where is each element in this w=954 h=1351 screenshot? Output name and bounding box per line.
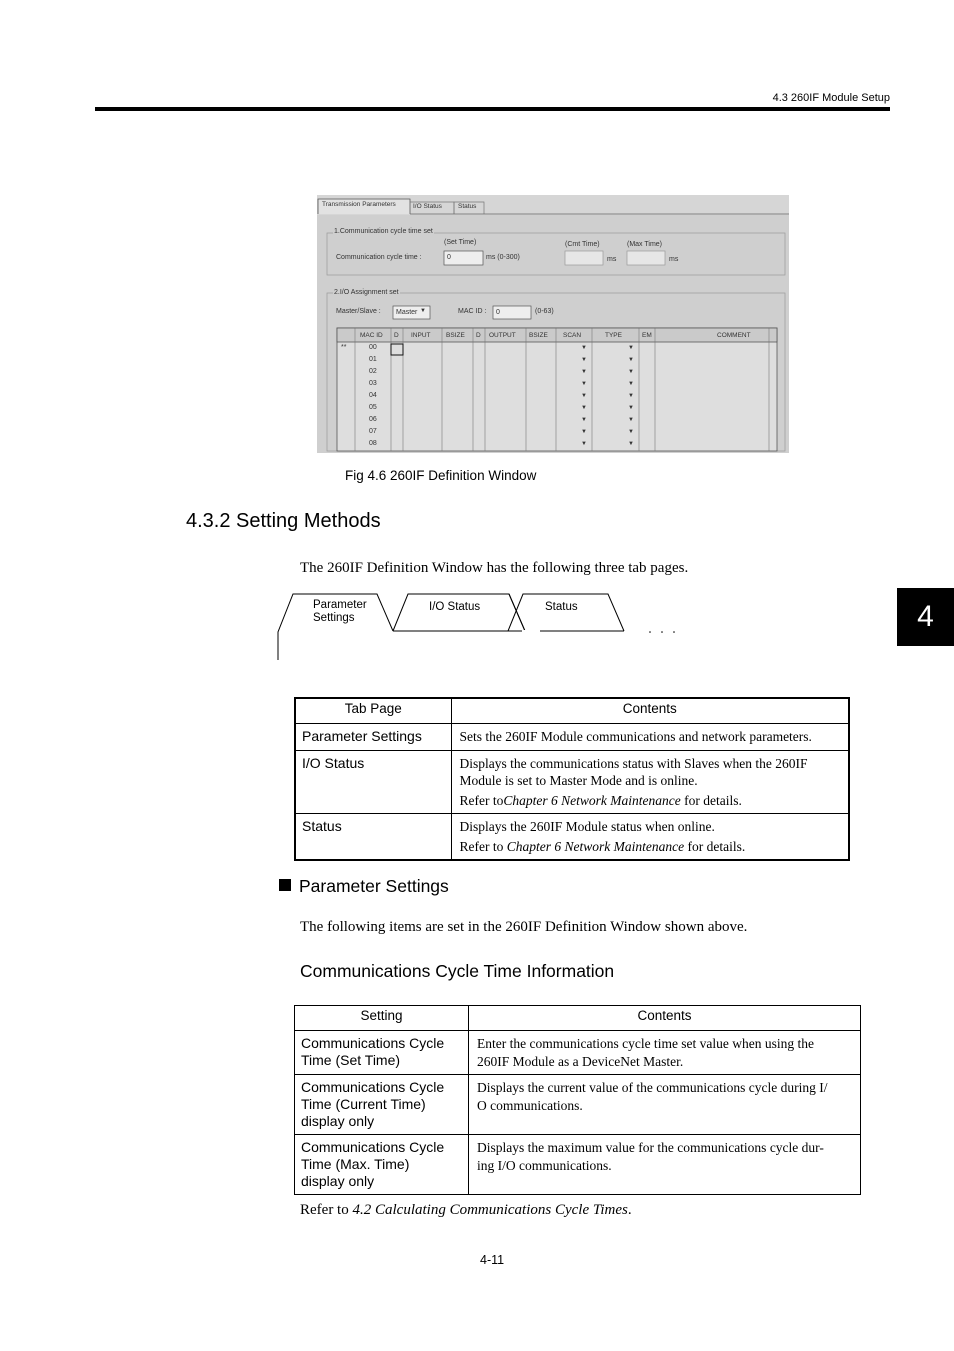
contents-cell [469,1135,861,1195]
contents-cell [469,1075,861,1135]
chevron-down-icon[interactable]: ▼ [581,393,587,399]
reference-title: Chapter 6 Network Maintenance [503,792,681,808]
chevron-down-icon[interactable]: ▼ [628,393,634,399]
figure-caption: Fig 4.6 260IF Definition Window [345,468,537,483]
chevron-down-icon[interactable]: ▼ [628,381,634,387]
setting-line: Communications Cycle [301,1079,445,1095]
mac-id-cell[interactable]: 01 [369,356,377,363]
mac-id-cell[interactable]: 02 [369,368,377,375]
table-header: Contents [469,1006,861,1031]
row-marker: ** [341,344,347,351]
mac-id-input[interactable]: 0 [496,309,500,316]
chevron-down-icon[interactable]: ▼ [581,369,587,375]
reference-title: Chapter 6 Network Maintenance [506,838,685,854]
table-row [295,1135,861,1195]
reference-prefix: Refer to [300,1202,353,1218]
tab-io-status-label: I/O Status [429,601,481,613]
table-row [295,1075,861,1135]
chevron-down-icon[interactable]: ▼ [420,308,426,314]
chevron-down-icon[interactable]: ▼ [628,405,634,411]
contents-cell [451,814,849,861]
parameter-intro-text: The following items are set in the 260IF Definition Window shown above. [300,919,748,935]
max-time-label: (Max Time) [627,241,662,248]
intro-text: The 260IF Definition Window has the following three tab pages. [300,560,689,576]
chevron-down-icon[interactable]: ▼ [581,441,587,447]
cycle-time-label: Communication cycle time : [336,254,422,261]
tab-status-label: Status [545,601,578,613]
table-header: Setting [295,1006,469,1031]
setting-line: display only [301,1173,375,1189]
definition-window-screenshot [317,195,789,453]
contents-cell [469,1031,861,1075]
chevron-down-icon[interactable]: ▼ [628,357,634,363]
chevron-down-icon[interactable]: ▼ [581,345,587,351]
tab-page-table [294,697,850,861]
parameter-settings-heading [279,876,449,897]
table-header: Tab Page [295,698,451,724]
page-number: 4-11 [480,1253,505,1267]
tab-status[interactable]: Status [458,203,477,210]
cmt-time-unit: ms [607,256,617,263]
table-row [295,724,849,751]
reference-prefix: Refer to [459,838,507,854]
parameter-settings-title: Parameter Settings [299,876,449,896]
cmt-time-label: (Cmt Time) [565,241,600,248]
bullet-square-icon [279,879,291,891]
set-time-label: (Set Time) [444,239,477,246]
setting-line: display only [301,1113,375,1129]
chevron-down-icon[interactable]: ▼ [581,429,587,435]
contents-text: Displays the 260IF Module status when online. [459,819,715,834]
mac-id-cell[interactable]: 06 [369,416,377,423]
reference-line [460,838,841,856]
table-row [295,814,849,861]
chevron-down-icon[interactable]: ▼ [581,417,587,423]
grid-header-comment: COMMENT [717,332,751,339]
mac-id-cell[interactable]: 04 [369,392,377,399]
tab-diagram [277,590,697,662]
mac-id-cell[interactable]: 08 [369,440,377,447]
setting-cell [295,1075,469,1135]
chevron-down-icon[interactable]: ▼ [628,441,634,447]
master-slave-select[interactable]: Master [396,309,418,316]
grid-header-bsize1: BSIZE [446,332,465,339]
chevron-down-icon[interactable]: ▼ [581,357,587,363]
mac-id-cell[interactable]: 00 [369,344,377,351]
grid-header-output: OUTPUT [489,332,516,339]
grid-header-mac-id: MAC ID [360,332,383,339]
chevron-down-icon[interactable]: ▼ [581,381,587,387]
setting-line: Time (Max. Time) [301,1156,410,1172]
contents-cell: Sets the 260IF Module communications and network parameters. [451,724,849,751]
contents-line: Displays the maximum value for the communications cycle dur- [477,1140,824,1155]
contents-line: ing I/O communications. [477,1157,612,1173]
cycle-time-table [294,1005,861,1195]
reference-suffix: . [627,1202,632,1218]
chevron-down-icon[interactable]: ▼ [628,429,634,435]
grid-header-d2: D [476,332,481,339]
tab-page-cell: Status [295,814,451,861]
chapter-tab: 4 [897,588,954,646]
contents-text: Displays the communications status with Slaves when the 260IF Module is set to Master Mode and is online. [459,755,808,788]
table-header: Contents [451,698,849,724]
contents-line: Enter the communications cycle time set value when using the [477,1036,815,1051]
chevron-down-icon[interactable]: ▼ [581,405,587,411]
mac-id-cell[interactable]: 03 [369,380,377,387]
setting-cell [295,1031,469,1075]
setting-line: Time (Set Time) [301,1052,401,1068]
table-row [295,1031,861,1075]
reference-suffix: for details. [684,838,746,854]
tab-page-cell: Parameter Settings [295,724,451,751]
contents-cell [451,750,849,814]
mac-id-cell[interactable]: 05 [369,404,377,411]
mac-id-cell[interactable]: 07 [369,428,377,435]
master-slave-label: Master/Slave : [336,308,381,315]
mac-id-label: MAC ID : [458,308,487,315]
running-header: 4.3 260IF Module Setup [772,92,890,104]
section-heading: 4.3.2 Setting Methods [186,510,381,532]
reference-title: 4.2 Calculating Communications Cycle Times [352,1202,628,1218]
tab-transmission-parameters[interactable]: Transmission Parameters [322,201,396,208]
tab-page-cell: I/O Status [295,750,451,814]
grid-header-d1: D [394,332,399,339]
reference-prefix: Refer to [459,792,504,808]
grid-header-type: TYPE [605,332,622,339]
chevron-down-icon[interactable]: ▼ [628,417,634,423]
group-io-assignment-title: 2.I/O Assignment set [334,289,399,296]
group-cycle-time-title: 1.Communication cycle time set [334,228,433,235]
chevron-down-icon[interactable]: ▼ [628,369,634,375]
setting-line: Communications Cycle [301,1139,445,1155]
cycle-time-input[interactable]: 0 [447,254,451,261]
tab-io-status[interactable]: I/O Status [413,203,442,210]
contents-line: O communications. [477,1097,583,1113]
chevron-down-icon[interactable]: ▼ [628,345,634,351]
contents-line: Displays the current value of the communications cycle during I/ [477,1080,828,1095]
setting-cell [295,1135,469,1195]
grid-header-input: INPUT [411,332,431,339]
tab-parameter-settings-line1: Parameter [313,599,367,611]
setting-line: Time (Current Time) [301,1096,426,1112]
table-row [295,750,849,814]
setting-line: Communications Cycle [301,1035,445,1051]
reference-line [460,792,841,810]
mac-id-range: (0-63) [535,308,554,315]
reference-text [300,1202,632,1219]
max-time-unit: ms [669,256,679,263]
grid-header-em: EM [642,332,652,339]
tab-parameter-settings-line2: Settings [313,612,355,624]
cycle-time-heading: Communications Cycle Time Information [300,961,615,981]
cycle-time-unit: ms (0-300) [486,254,520,261]
reference-suffix: for details. [680,792,742,808]
grid-header-bsize2: BSIZE [529,332,548,339]
contents-line: 260IF Module as a DeviceNet Master. [477,1053,684,1069]
grid-header-scan: SCAN [563,332,582,339]
header-rule [95,107,890,111]
